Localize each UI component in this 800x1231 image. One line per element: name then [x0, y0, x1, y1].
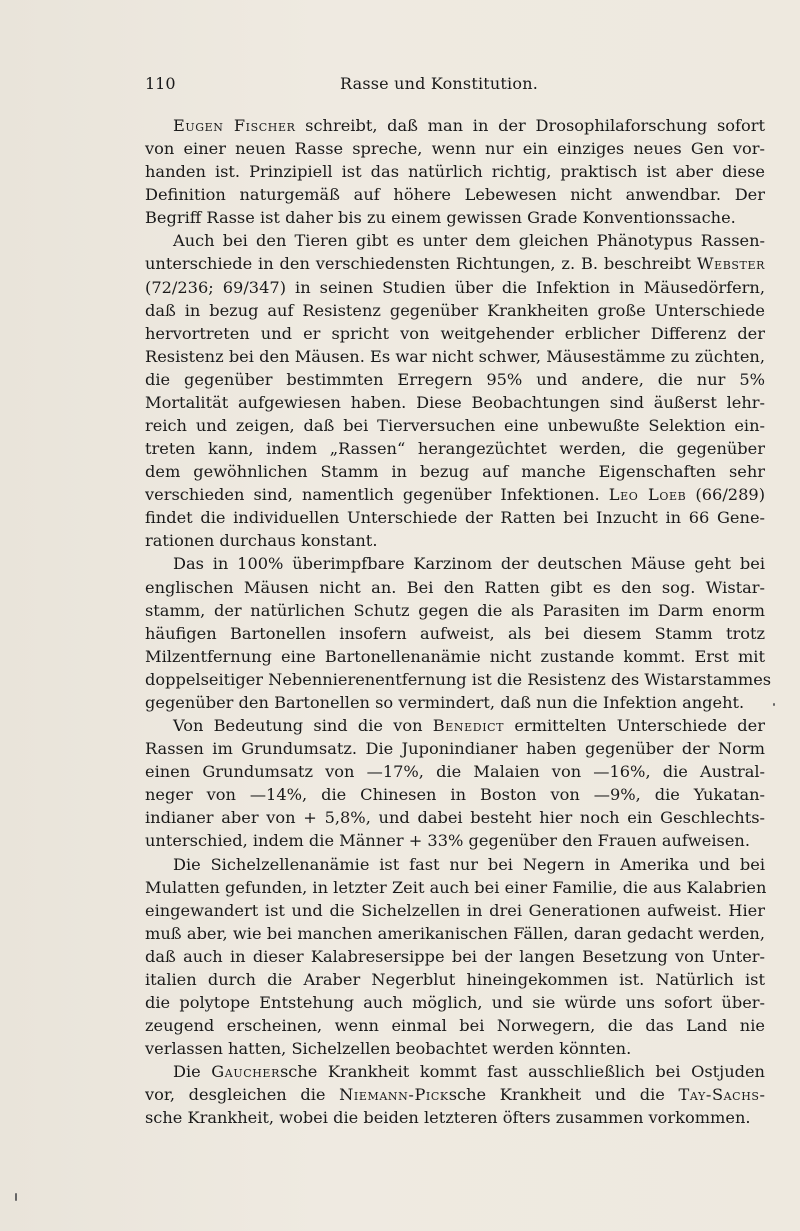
text-line: eingewandert ist und die Sichelzellen in drei Generationen aufweist. Hier: [145, 900, 765, 920]
text-line: Die Gauchersche Krankheit kommt fast ausschließlich bei Ostjuden: [173, 1062, 765, 1082]
text-line: (72/236; 69/347) in seinen Studien über die Infektion in Mäusedörfern,: [145, 277, 765, 297]
text-line: muß aber, wie bei manchen amerikanischen Fällen, daran gedacht werden,: [145, 923, 765, 943]
text-line: Mulatten gefunden, in letzter Zeit auch bei einer Familie, die aus Kalabrien: [145, 877, 767, 897]
text-line: doppelseitiger Nebennierenentfernung ist die Resistenz des Wistarstammes: [145, 669, 772, 689]
text-line: englischen Mäusen nicht an. Bei den Ratten gibt es den sog. Wistar-: [145, 577, 765, 597]
text-line: die gegenüber bestimmten Erregern 95% und andere, die nur 5%: [145, 369, 765, 389]
text-line: Rassen im Grundumsatz. Die Juponindianer haben gegenüber der Norm: [145, 739, 765, 759]
text-line: zeugend erscheinen, wenn einmal bei Norwegern, die das Land nie: [145, 1016, 765, 1036]
body-text: [145, 114, 772, 1129]
text-line: Die Sichelzellenanämie ist fast nur bei Negern in Amerika und bei: [173, 854, 765, 874]
text-line: die polytope Entstehung auch möglich, und sie würde uns sofort über-: [145, 992, 765, 1012]
text-line: verschieden sind, namentlich gegenüber Infektionen. Leo Loeb (66/289): [145, 485, 766, 505]
text-line: sche Krankheit, wobei die beiden letzteren öfters zusammen vorkommen.: [145, 1108, 751, 1128]
text-line: häufigen Bartonellen insofern aufweist, als bei diesem Stamm trotz: [145, 623, 765, 643]
text-line: daß auch in dieser Kalabresersippe bei der langen Besetzung von Unter-: [145, 946, 765, 966]
text-line: Auch bei den Tieren gibt es unter dem gleichen Phänotypus Rassen-: [173, 231, 765, 251]
text-line: Von Bedeutung sind die von Benedict ermittelten Unterschiede der: [173, 716, 765, 736]
text-line: von einer neuen Rasse spreche, wenn nur ein einziges neues Gen vor-: [145, 139, 765, 159]
page-header: [145, 74, 765, 98]
text-line: Milzentfernung eine Bartonellenanämie nicht zustande kommt. Erst mit: [145, 646, 765, 666]
page-number: 110: [145, 74, 176, 93]
text-line: einen Grundumsatz von —17%, die Malaien von —16%, die Austral-: [145, 762, 765, 782]
scan-speck: [15, 1193, 17, 1201]
text-line: Definition naturgemäß auf höhere Lebewesen nicht anwendbar. Der: [145, 185, 765, 205]
scan-speck: [773, 703, 775, 706]
text-line: hervortreten und er spricht von weitgehender erblicher Differenz der: [145, 323, 765, 343]
text-line: Das in 100% überimpfbare Karzinom der deutschen Mäuse geht bei: [173, 554, 765, 574]
text-line: reich und zeigen, daß bei Tierversuchen eine unbewußte Selektion ein-: [145, 416, 765, 436]
text-line: verlassen hatten, Sichelzellen beobachtet werden könnten.: [145, 1039, 632, 1059]
text-line: treten kann, indem „Rassen“ herangezüchtet werden, die gegenüber: [145, 439, 765, 459]
text-line: Eugen Fischer schreibt, daß man in der Drosophilaforschung sofort: [173, 116, 765, 135]
text-line: unterschied, indem die Männer + 33% gegenüber den Frauen aufweisen.: [145, 831, 750, 851]
text-line: vor, desgleichen die Niemann-Picksche Krankheit und die Tay-Sachs-: [145, 1085, 766, 1105]
text-line: Begriff Rasse ist daher bis zu einem gewissen Grade Konventionssache.: [145, 208, 736, 228]
text-line: italien durch die Araber Negerblut hineingekommen ist. Natürlich ist: [145, 969, 765, 989]
text-line: rationen durchaus konstant.: [145, 531, 378, 551]
text-line: neger von —14%, die Chinesen in Boston von —9%, die Yukatan-: [145, 785, 765, 805]
text-line: dem gewöhnlichen Stamm in bezug auf manche Eigenschaften sehr: [145, 462, 765, 482]
text-line: unterschiede in den verschiedensten Richtungen, z. B. beschreibt Webster: [145, 254, 765, 274]
text-line: gegenüber den Bartonellen so vermindert, daß nun die Infektion angeht.: [145, 692, 745, 712]
text-line: daß in bezug auf Resistenz gegenüber Krankheiten große Unterschiede: [145, 300, 765, 320]
text-line: Resistenz bei den Mäusen. Es war nicht schwer, Mäusestämme zu züchten,: [145, 346, 765, 366]
text-line: handen ist. Prinzipiell ist das natürlich richtig, praktisch ist aber diese: [145, 162, 765, 182]
text-line: Mortalität aufgewiesen haben. Diese Beobachtungen sind äußerst lehr-: [145, 392, 765, 412]
text-line: stamm, der natürlichen Schutz gegen die als Parasiten im Darm enorm: [145, 600, 765, 620]
text-line: indianer aber von + 5,8%, und dabei besteht hier noch ein Geschlechts-: [145, 808, 765, 828]
running-title: Rasse und Konstitution.: [340, 74, 538, 93]
text-line: findet die individuellen Unterschiede der Ratten bei Inzucht in 66 Gene-: [145, 508, 765, 528]
